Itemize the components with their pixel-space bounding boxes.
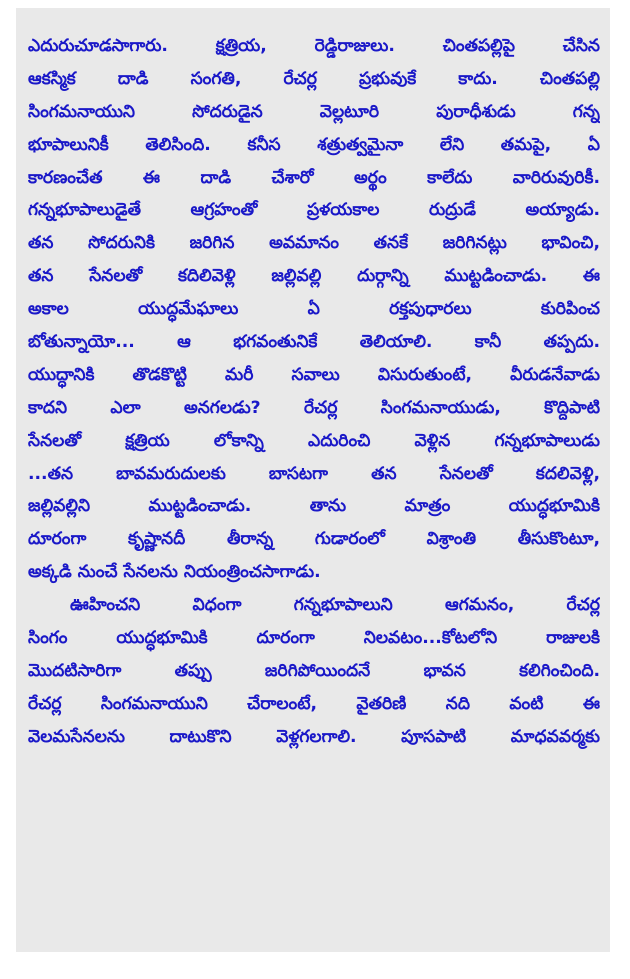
text-line: దూరంగా కృష్ణానదీ తీరాన్న గుడారంలో విశ్రాంతి తీసుకొంటూ, xyxy=(28,529,600,550)
text-line: సింగమనాయుని సోదరుడైన వెల్లటూరి పురాధీశుడు గన్న xyxy=(28,101,600,122)
text-line: మొదటిసారిగా తప్పు జరిగిపోయిందనే భావన కలిగించింది. xyxy=(28,660,600,681)
text-line: బోతున్నాయో... ఆ భగవంతునికే తెలియాలి. కానీ తప్పదు. xyxy=(28,332,600,353)
text-line: సేనలతో క్షత్రియ లోకాన్ని ఎదురించి వెళ్లిన గన్నభూపాలుడు xyxy=(28,430,600,451)
text-line: కాదని ఎలా అనగలడు? రేచర్ల సింగమనాయుడు, కొద్దిపాటి xyxy=(28,397,600,418)
text-line: యుద్ధానికి తొడకొట్టి మరీ సవాలు విసురుతుంటే, వీరుడనేవాడు xyxy=(28,364,600,385)
body-text xyxy=(28,30,600,754)
text-line: భూపాలునికీ తెలిసింది. కనీస శత్రుత్వమైనా లేని తమపై, ఏ xyxy=(28,134,600,155)
text-line: అక్కడి నుంచే సేనలను నియంత్రించసాగాడు. xyxy=(28,562,321,583)
text-line: కారణంచేత ఈ దాడి చేశారో అర్థం కాలేదు వారిరువురికీ. xyxy=(28,167,600,188)
text-line: గన్నభూపాలుడైతే ఆగ్రహంతో ప్రళయకాల రుద్రుడే అయ్యాడు. xyxy=(28,200,600,221)
text-line: ...తన బావమరుదులకు బాసటగా తన సేనలతో కదలివెళ్లి, xyxy=(28,463,600,484)
text-line: సింగం యుద్ధభూమికి దూరంగా నిలవటం...కోటలోని రాజులకి xyxy=(28,628,600,649)
text-line: అకాల యుద్ధమేఘాలు ఏ రక్తపుధారలు కురిపించ xyxy=(28,299,600,320)
text-line: జల్లివల్లిని ముట్టడించాడు. తాను మాత్రం యుద్ధభూమికి xyxy=(28,496,600,517)
text-line: ఆకస్మిక దాడి సంగతి, రేచర్ల ప్రభువుకే కాదు. చింతపల్లి xyxy=(28,68,600,89)
text-line: రేచర్ల సింగమనాయుని చేరాలంటే, వైతరిణి నది వంటి ఈ xyxy=(28,693,600,714)
text-line: వెలమసేనలను దాటుకొని వెళ్లగలగాలి. పూసపాటి మాధవవర్మకు xyxy=(28,726,600,747)
text-line: ఎదురుచూడసాగారు. క్షత్రియ, రెడ్డిరాజులు. చింతపల్లిపై చేసిన xyxy=(28,36,600,56)
paragraph-first-line: ఊహించని విధంగా గన్నభూపాలుని ఆగమనం, రేచర్ల xyxy=(70,595,600,616)
text-line: తన సోదరునికి జరిగిన అవమానం తనకే జరిగినట్లు భావించి, xyxy=(28,233,600,254)
text-line: తన సేనలతో కదిలివెళ్లి జల్లివల్లి దుర్గాన్ని ముట్టడించాడు. ఈ xyxy=(28,266,600,287)
document-page xyxy=(16,8,610,952)
